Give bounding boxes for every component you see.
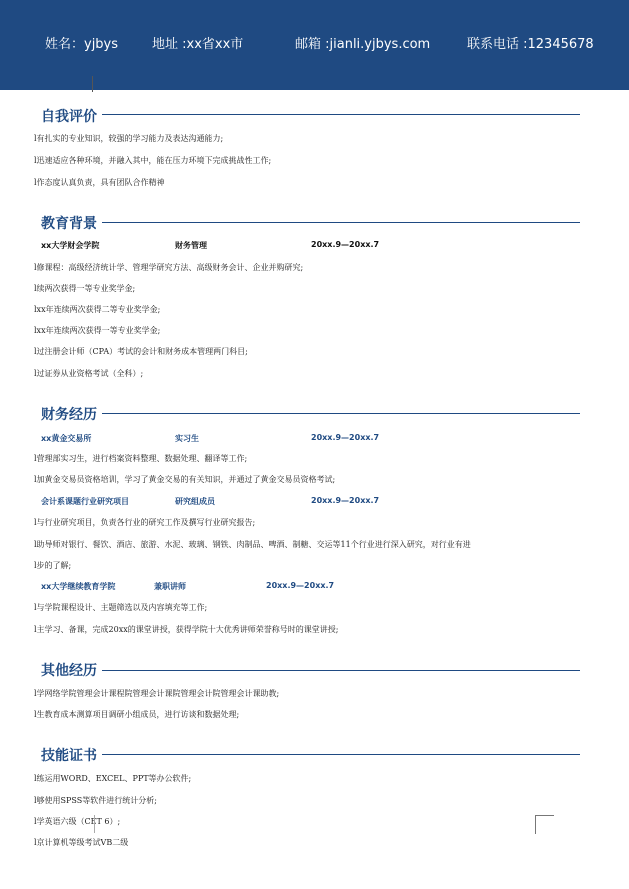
entry-date: 20xx.9—20xx.7 [311, 496, 380, 505]
resume-header [0, 0, 629, 90]
text-cursor [92, 76, 93, 92]
list-item: l学网络学院管理会计课程院管理会计课院管理会计院管理会计课助教; [34, 689, 280, 698]
section-title-other-experience: 其他经历 [41, 663, 97, 679]
list-item: l过注册会计师（CPA）考试的会计和财务成本管理两门科目; [34, 347, 248, 356]
list-item: l续两次获得一等专业奖学金; [34, 284, 136, 293]
list-item: l学英语六级（CET 6）; [34, 817, 121, 826]
list-item: l与学院课程设计、主题筛选以及内容填充等工作; [34, 603, 208, 612]
list-item: l助导师对银行、餐饮、酒店、旅游、水泥、玻璃、钢铁、肉制品、啤酒、制糖、交运等11个行业进行深入研究，对行业有进 [34, 540, 471, 549]
list-item: l营理部实习生，进行档案资料整理、数据处理、翻译等工作; [34, 454, 248, 463]
entry-role: 兼职讲师 [154, 582, 186, 591]
entry-date: 20xx.9—20xx.7 [311, 433, 380, 442]
section-divider [102, 413, 580, 414]
section-divider [102, 222, 580, 223]
page-corner-mark [80, 815, 95, 833]
list-item: l步的了解; [34, 561, 72, 570]
list-item: l与行业研究项目，负责各行业的研究工作及撰写行业研究报告; [34, 518, 256, 527]
entry-org: xx大学继续教育学院 [41, 582, 116, 591]
list-item: l京计算机等级考试VB二级 [34, 838, 129, 847]
section-divider [102, 670, 580, 671]
section-title-self-evaluation: 自我评价 [41, 109, 97, 125]
list-item: l迅速适应各种环境，并融入其中，能在压力环境下完成挑战性工作; [34, 156, 272, 165]
entry-role: 研究组成员 [175, 497, 215, 506]
entry-date: 20xx.9—20xx.7 [311, 240, 380, 249]
list-item: lxx年连续两次获得一等专业奖学金; [34, 326, 161, 335]
list-item: l生教育成本测算项目调研小组成员，进行访谈和数据处理; [34, 710, 240, 719]
list-item: lxx年连续两次获得二等专业奖学金; [34, 305, 161, 314]
section-title-finance-experience: 财务经历 [41, 407, 97, 423]
entry-org: xx大学财会学院 [41, 241, 100, 250]
header-email: 邮箱 :jianli.yjbys.com [295, 37, 431, 52]
header-address: 地址 :xx省xx市 [152, 37, 244, 52]
header-name: 姓名：yjbys [45, 37, 119, 52]
list-item: l练运用WORD、EXCEL、PPT等办公软件; [34, 774, 192, 783]
entry-org: 会计系课题行业研究项目 [41, 497, 129, 506]
page-corner-mark [535, 815, 554, 834]
section-title-education: 教育背景 [41, 216, 97, 232]
entry-org: xx黄金交易所 [41, 434, 92, 443]
header-phone: 联系电话 :12345678 [467, 37, 594, 52]
list-item: l加黄金交易员资格培训，学习了黄金交易的有关知识，并通过了黄金交易员资格考试; [34, 475, 336, 484]
list-item: l修课程：高级经济统计学、管理学研究方法、高级财务会计、企业并购研究; [34, 263, 304, 272]
entry-date: 20xx.9—20xx.7 [266, 581, 335, 590]
section-divider [102, 114, 580, 115]
section-title-skills: 技能证书 [41, 748, 97, 764]
section-divider [102, 754, 580, 755]
entry-role: 财务管理 [175, 241, 207, 250]
list-item: l有扎实的专业知识，较强的学习能力及表达沟通能力; [34, 134, 224, 143]
list-item: l过证券从业资格考试（全科）; [34, 369, 144, 378]
list-item: l够使用SPSS等软件进行统计分析; [34, 796, 157, 805]
list-item: l作态度认真负责，具有团队合作精神 [34, 178, 165, 187]
entry-role: 实习生 [175, 434, 199, 443]
list-item: l主学习、备课，完成20xx的课堂讲授，获得学院十大优秀讲师荣誉称号时的课堂讲授; [34, 625, 339, 634]
